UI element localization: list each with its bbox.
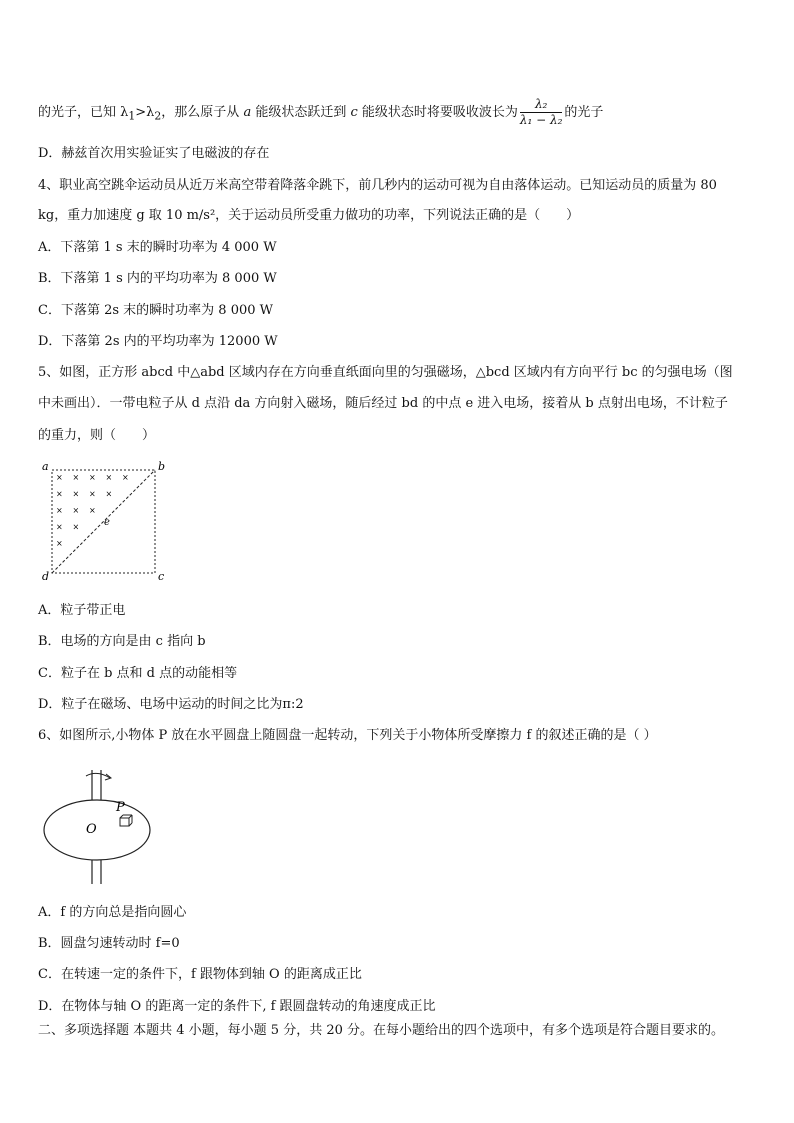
fraction-denominator: λ₁ − λ₂ [519,113,563,127]
label-c: c [158,570,165,583]
q4-option-a: A．下落第 1 s 末的瞬时功率为 4 000 W [38,240,277,255]
label-d: d [42,570,50,583]
q4-option-c: C．下落第 2s 末的瞬时功率为 8 000 W [38,303,273,318]
q4-stem-line2: kg，重力加速度 g 取 10 m/s²，关于运动员所受重力做功的功率，下列说法正确的是（ ） [38,208,580,223]
magnetic-field-marks [56,473,129,548]
q5-stem-line3: 的重力，则（ ） [38,428,156,443]
q3-text-line [38,97,603,128]
field-x-mark: × [105,489,113,499]
q4-option-b: B．下落第 1 s 内的平均功率为 8 000 W [38,271,277,286]
field-x-mark: × [56,506,63,515]
level-c: c [350,105,358,120]
q6-option-a: A．f 的方向总是指向圆心 [38,905,187,920]
q3-text-part: 的光子 [564,105,604,120]
q5-option-d: D．粒子在磁场、电场中运动的时间之比为π:2 [38,697,304,712]
rotating-disc-diagram [40,764,170,886]
lambda1-subscript: 1 [128,109,136,123]
field-x-mark: × [122,473,129,482]
field-x-mark: × [56,489,63,499]
fraction-numerator: λ₂ [520,97,563,113]
field-x-mark: × [72,522,80,532]
label-e: e [104,517,110,528]
q3-text-part: 能级状态时将要吸收波长为 [357,105,518,120]
q6-option-c: C．在转速一定的条件下，f 跟物体到轴 O 的距离成正比 [38,967,362,982]
q5-option-b: B．电场的方向是由 c 指向 b [38,634,206,649]
field-x-mark: × [72,473,80,482]
q3-text-part: 的光子，已知 λ [38,105,129,120]
q3-text-part: ，那么原子从 [161,105,244,120]
label-a: a [42,460,49,473]
level-a: a [243,105,252,120]
field-x-mark: × [72,506,80,515]
q6-stem: 6、如图所示,小物体 P 放在水平圆盘上随圆盘一起转动，下列关于小物体所受摩擦力 f 的叙述正确的是（ ） [38,728,657,743]
q5-stem-line1: 5、如图，正方形 abcd 中△abd 区域内存在方向垂直纸面向里的匀强磁场，△bcd 区域内有方向平行 bc 的匀强电场（图 [38,365,733,380]
field-x-mark: × [56,522,63,532]
lambda2-subscript: 2 [154,109,162,123]
q5-option-c: C．粒子在 b 点和 d 点的动能相等 [38,666,238,681]
field-x-mark: × [89,489,96,499]
q3-text-part: 能级状态跃迁到 [251,105,351,120]
q5-option-a: A．粒子带正电 [38,603,126,618]
field-x-mark: × [56,539,63,548]
field-x-mark: × [105,473,113,482]
q5-stem-line2: 中未画出）．一带电粒子从 d 点沿 da 方向射入磁场，随后经过 bd 的中点 e 进入电场，接着从 b 点射出电场，不计粒子 [38,396,728,411]
q6-option-d: D．在物体与轴 O 的距离一定的条件下, f 跟圆盘转动的角速度成正比 [38,999,436,1014]
label-o: O [86,822,97,837]
field-x-mark: × [89,473,96,482]
object-p [120,818,129,826]
q3-option-d: D．赫兹首次用实验证实了电磁波的存在 [38,146,270,161]
field-x-mark: × [72,489,80,499]
section2-heading: 二、多项选择题 本题共 4 小题，每小题 5 分，共 20 分。在每小题给出的四个选项中，有多个选项是符合题目要求的。 [38,1023,725,1038]
q4-option-d: D．下落第 2s 内的平均功率为 12000 W [38,334,278,349]
q4-stem-line1: 4、职业高空跳伞运动员从近万米高空带着降落伞跳下，前几秒内的运动可视为自由落体运动。已知运动员的质量为 80 [38,178,717,193]
square-field-diagram [38,458,173,583]
q6-option-b: B．圆盘匀速转动时 f=0 [38,936,180,951]
wavelength-fraction [520,97,563,128]
disc [44,800,150,860]
field-x-mark: × [89,506,96,515]
field-x-mark: × [56,473,63,482]
q3-text-part: >λ [135,105,155,120]
label-p: P [116,800,125,815]
label-b: b [158,460,166,473]
